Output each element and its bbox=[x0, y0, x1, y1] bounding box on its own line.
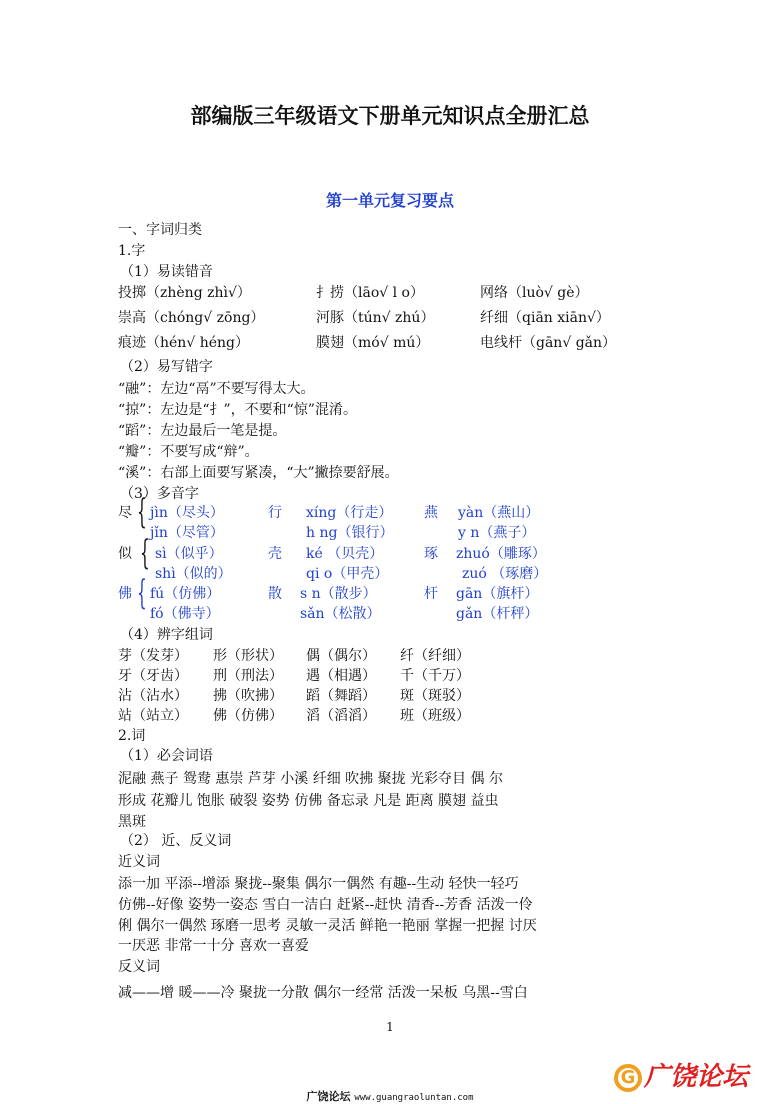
poly-char: 燕 bbox=[424, 505, 438, 521]
distinguish-item: 芽（发芽） bbox=[118, 648, 188, 664]
distinguish-item: 斑（斑驳） bbox=[400, 688, 470, 704]
poly-char: 琢 bbox=[424, 546, 438, 562]
poly-reading: s n（散步） bbox=[300, 586, 377, 602]
pron-row: 崇高（chóng√ zōng） bbox=[118, 310, 265, 326]
poly-char: 尽 bbox=[118, 505, 132, 521]
poly-reading: zuó （琢磨） bbox=[462, 566, 548, 582]
site-logo: G 广饶论坛 bbox=[614, 1056, 748, 1093]
poly-reading: jìn（尽头） bbox=[150, 505, 224, 521]
subsection-heading: （1）必会词语 bbox=[120, 748, 213, 764]
section-heading: 一、字词归类 bbox=[118, 222, 202, 238]
pron-row: 电线杆（gān√ gǎn） bbox=[480, 335, 617, 351]
distinguish-item: 形（形状） bbox=[213, 648, 283, 664]
distinguish-item: 蹈（舞蹈） bbox=[306, 688, 376, 704]
distinguish-item: 沾（沾水） bbox=[118, 688, 188, 704]
distinguish-item: 滔（滔滔） bbox=[306, 708, 376, 724]
subsection-heading: （2） 近、反义词 bbox=[120, 833, 232, 849]
antonym-line: 减——增 暖——冷 聚拢一分散 偶尔一经常 活泼一呆板 乌黑--雪白 bbox=[118, 985, 528, 1001]
distinguish-item: 千（千万） bbox=[400, 668, 470, 684]
pron-row: 膜翅（mó√ mú） bbox=[316, 335, 430, 351]
poly-reading: y n（燕子） bbox=[458, 525, 536, 541]
synonym-label: 近义词 bbox=[118, 854, 160, 870]
footer-site-name: 广饶论坛 bbox=[306, 1090, 351, 1103]
distinguish-item: 牙（牙齿） bbox=[118, 668, 188, 684]
distinguish-item: 站（站立） bbox=[118, 708, 188, 724]
write-line: “掠”：左边是“扌”，不要和“惊”混淆。 bbox=[118, 402, 357, 418]
footer bbox=[0, 1088, 780, 1104]
brace-icon: { bbox=[137, 492, 147, 532]
page-number: 1 bbox=[386, 1020, 394, 1034]
pron-row: 扌捞（lāo√ l o） bbox=[316, 285, 424, 301]
poly-reading: fú（仿佛） bbox=[150, 586, 221, 602]
poly-reading: sì（似乎） bbox=[155, 546, 223, 562]
poly-char: 散 bbox=[268, 586, 282, 602]
poly-char: 佛 bbox=[118, 586, 132, 602]
subsection-heading: （1）易读错音 bbox=[120, 264, 213, 280]
subsection-heading: （3）多音字 bbox=[120, 486, 199, 502]
word-line: 形成 花瓣儿 饱胀 破裂 姿势 仿佛 备忘录 凡是 距离 膜翅 益虫 bbox=[118, 793, 499, 809]
distinguish-item: 佛（仿佛） bbox=[213, 708, 283, 724]
poly-reading: fó（佛寺） bbox=[150, 606, 220, 622]
poly-reading: sǎn（松散） bbox=[300, 606, 381, 622]
poly-reading: qi o（甲壳） bbox=[306, 566, 389, 582]
write-line: “融”：左边“鬲”不要写得太大。 bbox=[118, 381, 315, 397]
distinguish-item: 拂（吹拂） bbox=[213, 688, 283, 704]
poly-reading: gǎn（杆秤） bbox=[456, 606, 539, 622]
pron-row: 网络（luò√ gè） bbox=[480, 285, 589, 301]
logo-g-icon: G bbox=[614, 1064, 642, 1092]
antonym-label: 反义词 bbox=[118, 959, 160, 975]
synonym-line: 添一加 平添--增添 聚拢--聚集 偶尔一偶然 有趣--生动 轻快一轻巧 bbox=[118, 876, 519, 892]
pron-row: 投掷（zhèng zhì√） bbox=[118, 285, 251, 301]
synonym-line: 一厌恶 非常一十分 喜欢一喜爱 bbox=[118, 938, 309, 954]
subsection-heading: （4）辨字组词 bbox=[120, 627, 213, 643]
distinguish-item: 刑（刑法） bbox=[213, 668, 283, 684]
brace-icon: { bbox=[137, 573, 147, 613]
poly-reading: shì（似的） bbox=[155, 566, 232, 582]
brace-icon: { bbox=[140, 533, 150, 573]
pron-row: 痕迹（hén√ héng） bbox=[118, 335, 249, 351]
word-line: 泥融 燕子 鸳鸯 惠崇 芦芽 小溪 纤细 吹拂 聚拢 光彩夺目 偶 尔 bbox=[118, 771, 503, 787]
poly-reading: jǐn（尽管） bbox=[150, 525, 224, 541]
poly-reading: zhuó（雕琢） bbox=[456, 546, 546, 562]
write-line: “溪”：右部上面要写紧凑，“大”撇捺要舒展。 bbox=[118, 465, 399, 481]
write-line: “蹈”：左边最后一笔是提。 bbox=[118, 423, 287, 439]
footer-url[interactable]: www.guangraoluntan.com bbox=[354, 1093, 474, 1103]
poly-char: 杆 bbox=[424, 586, 438, 602]
document-title: 部编版三年级语文下册单元知识点全册汇总 bbox=[190, 104, 590, 128]
write-line: “瓣”：不要写成“辩”。 bbox=[118, 444, 259, 460]
synonym-line: 俐 偶尔一偶然 琢磨一思考 灵敏一灵活 鲜艳一艳丽 掌握一把握 讨厌 bbox=[118, 918, 537, 934]
poly-reading: gān（旗杆） bbox=[456, 586, 539, 602]
distinguish-item: 纤（纤细） bbox=[400, 648, 470, 664]
poly-reading: h ng（银行） bbox=[306, 525, 394, 541]
poly-char: 壳 bbox=[268, 546, 282, 562]
poly-char: 似 bbox=[118, 546, 132, 562]
poly-reading: ké （贝壳） bbox=[306, 546, 384, 562]
distinguish-item: 班（班级） bbox=[400, 708, 470, 724]
distinguish-item: 遇（相遇） bbox=[306, 668, 376, 684]
poly-char: 行 bbox=[268, 505, 282, 521]
synonym-line: 仿佛--好像 姿势一姿态 雪白一洁白 赶紧--赶快 清香--芳香 活泼一伶 bbox=[118, 897, 533, 913]
subsection-heading: 2.词 bbox=[118, 728, 146, 744]
subsection-heading: 1.字 bbox=[118, 243, 146, 259]
poly-reading: xíng（行走） bbox=[306, 505, 393, 521]
pron-row: 纤细（qiān xiān√） bbox=[480, 310, 610, 326]
poly-reading: yàn（燕山） bbox=[458, 505, 540, 521]
unit-heading: 第一单元复习要点 bbox=[325, 191, 454, 210]
pron-row: 河豚（tún√ zhú） bbox=[316, 310, 435, 326]
distinguish-item: 偶（偶尔） bbox=[306, 648, 376, 664]
word-line: 黑斑 bbox=[118, 814, 146, 830]
subsection-heading: （2）易写错字 bbox=[120, 359, 213, 375]
